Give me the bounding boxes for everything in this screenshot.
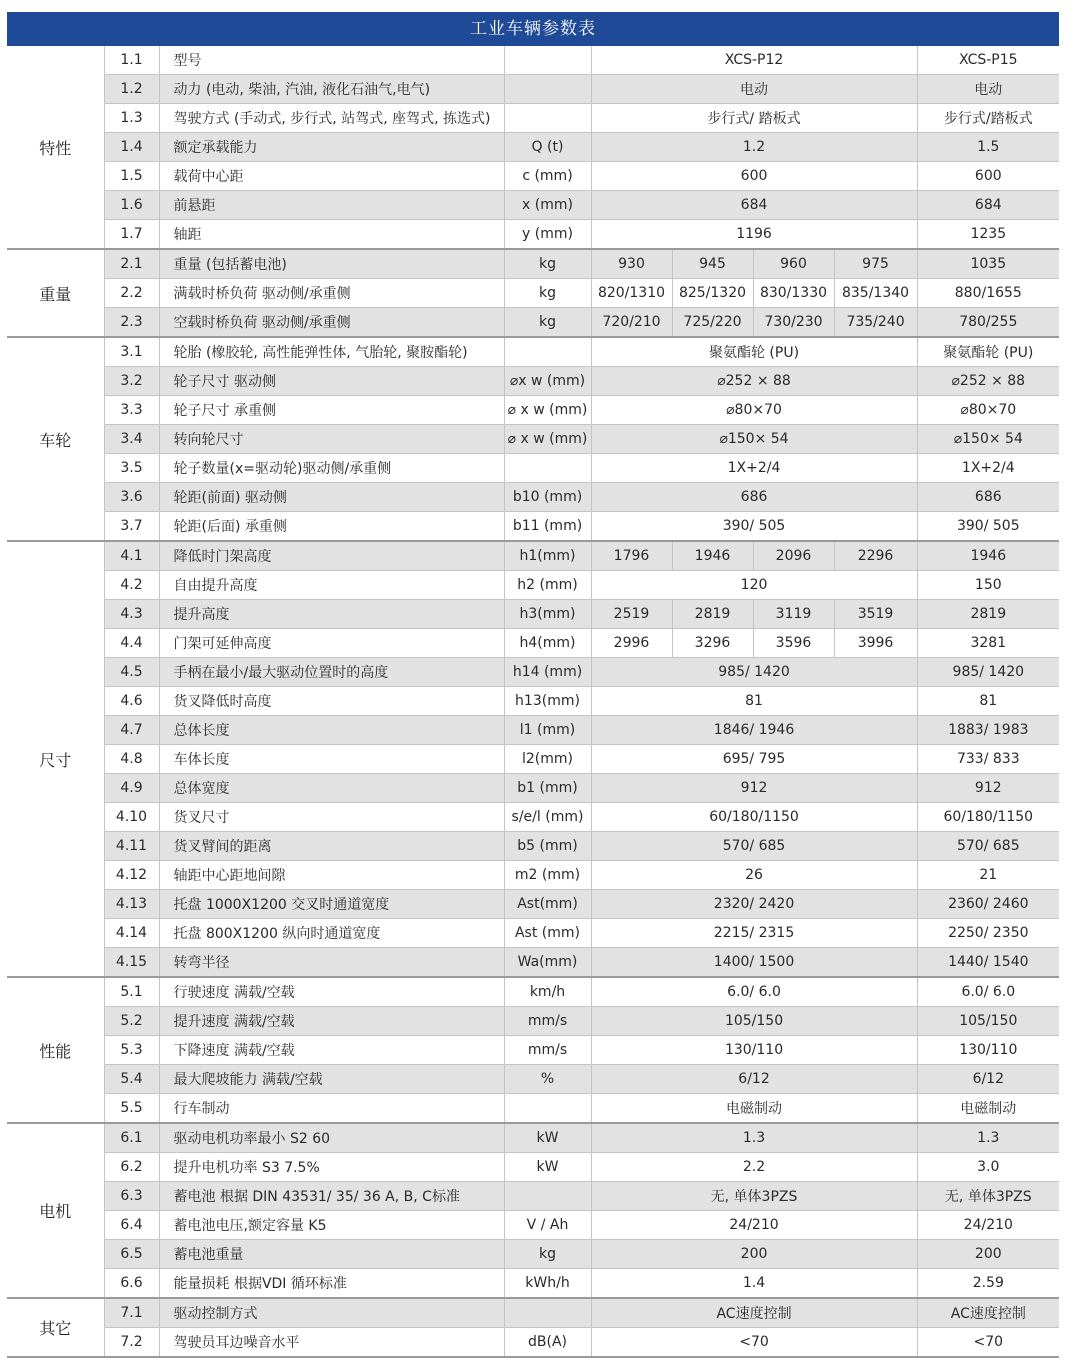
table-row xyxy=(7,133,1059,162)
item-name: 手柄在最小/最大驱动位置时的高度 xyxy=(159,658,504,687)
table-row xyxy=(7,948,1059,978)
item-number: 4.12 xyxy=(104,861,159,890)
p15-value: ⌀252 × 88 xyxy=(917,367,1059,396)
item-unit: kW xyxy=(504,1153,591,1182)
table-row xyxy=(7,1065,1059,1094)
p15-value: 985/ 1420 xyxy=(917,658,1059,687)
p12-value: 3119 xyxy=(753,600,834,629)
p12-value: 2996 xyxy=(591,629,672,658)
item-number: 4.10 xyxy=(104,803,159,832)
item-unit: kg xyxy=(504,249,591,279)
item-name: 驱动电机功率最小 S2 60 xyxy=(159,1123,504,1153)
p12-value: 985/ 1420 xyxy=(591,658,917,687)
table-row xyxy=(7,75,1059,104)
item-unit xyxy=(504,1094,591,1124)
p12-value: 960 xyxy=(753,249,834,279)
p15-value: 1440/ 1540 xyxy=(917,948,1059,978)
p12-value: ⌀150× 54 xyxy=(591,425,917,454)
item-name: 前悬距 xyxy=(159,191,504,220)
item-name: 降低时门架高度 xyxy=(159,541,504,571)
item-name: 最大爬坡能力 满载/空载 xyxy=(159,1065,504,1094)
item-unit: Q (t) xyxy=(504,133,591,162)
p15-value: 81 xyxy=(917,687,1059,716)
item-name: 转弯半径 xyxy=(159,948,504,978)
item-unit: kg xyxy=(504,279,591,308)
p15-value: 733/ 833 xyxy=(917,745,1059,774)
p12-value: 1796 xyxy=(591,541,672,571)
item-name: 轴距中心距地间隙 xyxy=(159,861,504,890)
p12-value: 2096 xyxy=(753,541,834,571)
table-row xyxy=(7,890,1059,919)
table-row xyxy=(7,454,1059,483)
item-number: 1.6 xyxy=(104,191,159,220)
p15-value: 1883/ 1983 xyxy=(917,716,1059,745)
p15-value: 130/110 xyxy=(917,1036,1059,1065)
table-row xyxy=(7,1007,1059,1036)
table-row xyxy=(7,220,1059,250)
p15-value: 60/180/1150 xyxy=(917,803,1059,832)
p15-value: 600 xyxy=(917,162,1059,191)
p12-value: 1946 xyxy=(672,541,753,571)
p12-value: 1.2 xyxy=(591,133,917,162)
p12-value: 912 xyxy=(591,774,917,803)
item-unit: s/e/l (mm) xyxy=(504,803,591,832)
table-row xyxy=(7,162,1059,191)
item-number: 6.2 xyxy=(104,1153,159,1182)
p15-value: 聚氨酯轮 (PU) xyxy=(917,337,1059,367)
item-name: 蓄电池 根据 DIN 43531/ 35/ 36 A, B, C标准 xyxy=(159,1182,504,1211)
p15-value: 1946 xyxy=(917,541,1059,571)
p12-value: 570/ 685 xyxy=(591,832,917,861)
p15-value: 390/ 505 xyxy=(917,512,1059,542)
item-unit: h1(mm) xyxy=(504,541,591,571)
item-name: 货叉降低时高度 xyxy=(159,687,504,716)
p15-value: <70 xyxy=(917,1328,1059,1358)
item-number: 4.8 xyxy=(104,745,159,774)
item-unit: l1 (mm) xyxy=(504,716,591,745)
p15-value: 3.0 xyxy=(917,1153,1059,1182)
p12-value: 2519 xyxy=(591,600,672,629)
table-row xyxy=(7,279,1059,308)
item-unit xyxy=(504,454,591,483)
spec-sheet xyxy=(7,12,1059,1358)
item-unit: h13(mm) xyxy=(504,687,591,716)
p12-value: 2.2 xyxy=(591,1153,917,1182)
p12-value: 1.3 xyxy=(591,1123,917,1153)
table-row xyxy=(7,745,1059,774)
p15-value: 105/150 xyxy=(917,1007,1059,1036)
p12-value: 730/230 xyxy=(753,308,834,338)
p12-value: 24/210 xyxy=(591,1211,917,1240)
item-unit: x (mm) xyxy=(504,191,591,220)
p15-value: 电磁制动 xyxy=(917,1094,1059,1124)
p12-value: 725/220 xyxy=(672,308,753,338)
category-cell: 电机 xyxy=(7,1123,104,1298)
item-name: 货叉尺寸 xyxy=(159,803,504,832)
p12-value: 945 xyxy=(672,249,753,279)
p12-value: 步行式/ 踏板式 xyxy=(591,104,917,133)
item-unit: h4(mm) xyxy=(504,629,591,658)
item-name: 轮距(前面) 驱动侧 xyxy=(159,483,504,512)
item-name: 行车制动 xyxy=(159,1094,504,1124)
item-number: 4.14 xyxy=(104,919,159,948)
item-unit: b10 (mm) xyxy=(504,483,591,512)
item-number: 6.4 xyxy=(104,1211,159,1240)
item-name: 驾驶方式 (手动式, 步行式, 站驾式, 座驾式, 拣选式) xyxy=(159,104,504,133)
p15-value: AC速度控制 xyxy=(917,1298,1059,1328)
p12-value: XCS-P12 xyxy=(591,46,917,75)
item-number: 1.2 xyxy=(104,75,159,104)
p12-value: 735/240 xyxy=(834,308,917,338)
table-row xyxy=(7,803,1059,832)
item-number: 6.1 xyxy=(104,1123,159,1153)
p12-value: 600 xyxy=(591,162,917,191)
p15-value: 1235 xyxy=(917,220,1059,250)
p12-value: 695/ 795 xyxy=(591,745,917,774)
item-unit: ⌀ x w (mm) xyxy=(504,425,591,454)
table-row xyxy=(7,1123,1059,1153)
item-name: 能量损耗 根据VDI 循环标准 xyxy=(159,1269,504,1299)
table-row xyxy=(7,919,1059,948)
p12-value: 686 xyxy=(591,483,917,512)
item-name: 转向轮尺寸 xyxy=(159,425,504,454)
table-row xyxy=(7,716,1059,745)
item-unit: h14 (mm) xyxy=(504,658,591,687)
item-number: 5.3 xyxy=(104,1036,159,1065)
item-number: 3.6 xyxy=(104,483,159,512)
item-unit: h3(mm) xyxy=(504,600,591,629)
p12-value: 26 xyxy=(591,861,917,890)
item-number: 4.1 xyxy=(104,541,159,571)
item-name: 额定承载能力 xyxy=(159,133,504,162)
item-unit: mm/s xyxy=(504,1036,591,1065)
item-name: 重量 (包括蓄电池) xyxy=(159,249,504,279)
item-number: 6.3 xyxy=(104,1182,159,1211)
table-row xyxy=(7,483,1059,512)
item-name: 驾驶员耳边噪音水平 xyxy=(159,1328,504,1358)
p12-value: <70 xyxy=(591,1328,917,1358)
p12-value: 930 xyxy=(591,249,672,279)
item-name: 轮胎 (橡胶轮, 高性能弹性体, 气胎轮, 聚胺酯轮) xyxy=(159,337,504,367)
item-unit: Wa(mm) xyxy=(504,948,591,978)
item-unit: Ast (mm) xyxy=(504,919,591,948)
table-row xyxy=(7,1328,1059,1358)
p12-value: 3296 xyxy=(672,629,753,658)
p12-value: 720/210 xyxy=(591,308,672,338)
p12-value: 2215/ 2315 xyxy=(591,919,917,948)
p12-value: 120 xyxy=(591,571,917,600)
item-name: 驱动控制方式 xyxy=(159,1298,504,1328)
item-number: 4.11 xyxy=(104,832,159,861)
table-row xyxy=(7,600,1059,629)
p12-value: 975 xyxy=(834,249,917,279)
item-name: 空载时桥负荷 驱动侧/承重侧 xyxy=(159,308,504,338)
p12-value: 2819 xyxy=(672,600,753,629)
p12-value: 电磁制动 xyxy=(591,1094,917,1124)
item-name: 轮子尺寸 承重侧 xyxy=(159,396,504,425)
p15-value: 2.59 xyxy=(917,1269,1059,1299)
item-unit: kW xyxy=(504,1123,591,1153)
p12-value: 830/1330 xyxy=(753,279,834,308)
item-unit xyxy=(504,337,591,367)
item-name: 型号 xyxy=(159,46,504,75)
item-name: 总体长度 xyxy=(159,716,504,745)
item-name: 提升速度 满载/空载 xyxy=(159,1007,504,1036)
item-number: 4.4 xyxy=(104,629,159,658)
p12-value: 2320/ 2420 xyxy=(591,890,917,919)
p12-value: ⌀80×70 xyxy=(591,396,917,425)
item-number: 4.13 xyxy=(104,890,159,919)
p12-value: 聚氨酯轮 (PU) xyxy=(591,337,917,367)
item-unit xyxy=(504,46,591,75)
table-row xyxy=(7,337,1059,367)
item-name: 轮子数量(x=驱动轮)驱动侧/承重侧 xyxy=(159,454,504,483)
item-number: 1.7 xyxy=(104,220,159,250)
item-name: 自由提升高度 xyxy=(159,571,504,600)
p15-value: ⌀80×70 xyxy=(917,396,1059,425)
item-unit xyxy=(504,1298,591,1328)
item-number: 5.5 xyxy=(104,1094,159,1124)
table-row xyxy=(7,367,1059,396)
item-unit: % xyxy=(504,1065,591,1094)
item-unit xyxy=(504,75,591,104)
item-name: 车体长度 xyxy=(159,745,504,774)
p12-value: 390/ 505 xyxy=(591,512,917,542)
p15-value: 24/210 xyxy=(917,1211,1059,1240)
category-cell: 性能 xyxy=(7,977,104,1123)
item-name: 总体宽度 xyxy=(159,774,504,803)
p12-value: 81 xyxy=(591,687,917,716)
item-number: 3.1 xyxy=(104,337,159,367)
item-number: 1.5 xyxy=(104,162,159,191)
p12-value: 2296 xyxy=(834,541,917,571)
p12-value: 无, 单体3PZS xyxy=(591,1182,917,1211)
item-unit: km/h xyxy=(504,977,591,1007)
item-number: 4.7 xyxy=(104,716,159,745)
item-unit: dB(A) xyxy=(504,1328,591,1358)
p12-value: 电动 xyxy=(591,75,917,104)
item-unit: c (mm) xyxy=(504,162,591,191)
item-unit: kWh/h xyxy=(504,1269,591,1299)
item-unit: ⌀x w (mm) xyxy=(504,367,591,396)
table-row xyxy=(7,104,1059,133)
p12-value: 684 xyxy=(591,191,917,220)
item-unit: kg xyxy=(504,308,591,338)
p15-value: 686 xyxy=(917,483,1059,512)
category-cell: 车轮 xyxy=(7,337,104,541)
table-row xyxy=(7,658,1059,687)
item-number: 2.3 xyxy=(104,308,159,338)
item-number: 3.2 xyxy=(104,367,159,396)
p12-value: 3519 xyxy=(834,600,917,629)
item-name: 轮距(后面) 承重侧 xyxy=(159,512,504,542)
item-name: 蓄电池电压,额定容量 K5 xyxy=(159,1211,504,1240)
table-row xyxy=(7,1211,1059,1240)
item-name: 提升电机功率 S3 7.5% xyxy=(159,1153,504,1182)
item-number: 6.6 xyxy=(104,1269,159,1299)
item-number: 4.3 xyxy=(104,600,159,629)
p12-value: 3996 xyxy=(834,629,917,658)
p15-value: 684 xyxy=(917,191,1059,220)
p12-value: AC速度控制 xyxy=(591,1298,917,1328)
category-cell: 重量 xyxy=(7,249,104,337)
item-number: 2.2 xyxy=(104,279,159,308)
item-unit: l2(mm) xyxy=(504,745,591,774)
item-number: 1.4 xyxy=(104,133,159,162)
p15-value: 780/255 xyxy=(917,308,1059,338)
item-number: 1.3 xyxy=(104,104,159,133)
item-unit: Ast(mm) xyxy=(504,890,591,919)
p15-value: 200 xyxy=(917,1240,1059,1269)
p15-value: ⌀150× 54 xyxy=(917,425,1059,454)
p15-value: 步行式/踏板式 xyxy=(917,104,1059,133)
p15-value: 570/ 685 xyxy=(917,832,1059,861)
p12-value: 1400/ 1500 xyxy=(591,948,917,978)
item-number: 4.15 xyxy=(104,948,159,978)
table-row xyxy=(7,308,1059,338)
table-row xyxy=(7,861,1059,890)
item-number: 3.7 xyxy=(104,512,159,542)
item-name: 满载时桥负荷 驱动侧/承重侧 xyxy=(159,279,504,308)
p12-value: 825/1320 xyxy=(672,279,753,308)
p15-value: 1.3 xyxy=(917,1123,1059,1153)
item-name: 载荷中心距 xyxy=(159,162,504,191)
table-row xyxy=(7,571,1059,600)
table-row xyxy=(7,774,1059,803)
p15-value: 150 xyxy=(917,571,1059,600)
item-number: 5.4 xyxy=(104,1065,159,1094)
item-unit: y (mm) xyxy=(504,220,591,250)
item-name: 门架可延伸高度 xyxy=(159,629,504,658)
item-number: 3.3 xyxy=(104,396,159,425)
item-unit: V / Ah xyxy=(504,1211,591,1240)
item-number: 5.2 xyxy=(104,1007,159,1036)
item-unit: b5 (mm) xyxy=(504,832,591,861)
item-number: 7.2 xyxy=(104,1328,159,1358)
item-unit: mm/s xyxy=(504,1007,591,1036)
table-row xyxy=(7,1240,1059,1269)
item-number: 7.1 xyxy=(104,1298,159,1328)
table-row xyxy=(7,396,1059,425)
item-name: 轴距 xyxy=(159,220,504,250)
p12-value: 3596 xyxy=(753,629,834,658)
p15-value: 880/1655 xyxy=(917,279,1059,308)
spec-table xyxy=(7,46,1059,1358)
p12-value: 130/110 xyxy=(591,1036,917,1065)
item-number: 4.2 xyxy=(104,571,159,600)
table-row xyxy=(7,1153,1059,1182)
p12-value: 1196 xyxy=(591,220,917,250)
p15-value: XCS-P15 xyxy=(917,46,1059,75)
table-row xyxy=(7,191,1059,220)
item-name: 托盘 1000X1200 交叉时通道宽度 xyxy=(159,890,504,919)
table-row xyxy=(7,832,1059,861)
item-name: 货叉臂间的距离 xyxy=(159,832,504,861)
p15-value: 912 xyxy=(917,774,1059,803)
item-name: 提升高度 xyxy=(159,600,504,629)
table-row xyxy=(7,1036,1059,1065)
table-row xyxy=(7,687,1059,716)
p12-value: 820/1310 xyxy=(591,279,672,308)
p15-value: 1.5 xyxy=(917,133,1059,162)
p12-value: 200 xyxy=(591,1240,917,1269)
table-row xyxy=(7,1182,1059,1211)
item-name: 蓄电池重量 xyxy=(159,1240,504,1269)
table-row xyxy=(7,1298,1059,1328)
p15-value: 6/12 xyxy=(917,1065,1059,1094)
table-row xyxy=(7,425,1059,454)
item-number: 4.5 xyxy=(104,658,159,687)
item-unit: b1 (mm) xyxy=(504,774,591,803)
p15-value: 21 xyxy=(917,861,1059,890)
item-name: 动力 (电动, 柴油, 汽油, 液化石油气,电气) xyxy=(159,75,504,104)
p12-value: 1X+2/4 xyxy=(591,454,917,483)
p12-value: 1.4 xyxy=(591,1269,917,1299)
item-number: 5.1 xyxy=(104,977,159,1007)
table-row xyxy=(7,249,1059,279)
item-number: 1.1 xyxy=(104,46,159,75)
p12-value: 1846/ 1946 xyxy=(591,716,917,745)
p12-value: 835/1340 xyxy=(834,279,917,308)
p15-value: 2250/ 2350 xyxy=(917,919,1059,948)
p15-value: 2360/ 2460 xyxy=(917,890,1059,919)
item-unit xyxy=(504,1182,591,1211)
p15-value: 2819 xyxy=(917,600,1059,629)
p15-value: 1X+2/4 xyxy=(917,454,1059,483)
item-name: 下降速度 满载/空载 xyxy=(159,1036,504,1065)
p15-value: 3281 xyxy=(917,629,1059,658)
p12-value: 6/12 xyxy=(591,1065,917,1094)
item-number: 3.4 xyxy=(104,425,159,454)
item-unit: m2 (mm) xyxy=(504,861,591,890)
p12-value: 105/150 xyxy=(591,1007,917,1036)
category-cell: 尺寸 xyxy=(7,541,104,977)
item-unit xyxy=(504,104,591,133)
table-row xyxy=(7,46,1059,75)
item-unit: ⌀ x w (mm) xyxy=(504,396,591,425)
table-row xyxy=(7,629,1059,658)
p15-value: 1035 xyxy=(917,249,1059,279)
p15-value: 6.0/ 6.0 xyxy=(917,977,1059,1007)
table-title: 工业车辆参数表 xyxy=(7,12,1059,46)
item-number: 2.1 xyxy=(104,249,159,279)
p12-value: 60/180/1150 xyxy=(591,803,917,832)
p15-value: 无, 单体3PZS xyxy=(917,1182,1059,1211)
p12-value: ⌀252 × 88 xyxy=(591,367,917,396)
category-cell: 特性 xyxy=(7,46,104,249)
item-name: 轮子尺寸 驱动侧 xyxy=(159,367,504,396)
item-unit: h2 (mm) xyxy=(504,571,591,600)
item-name: 托盘 800X1200 纵向时通道宽度 xyxy=(159,919,504,948)
item-number: 6.5 xyxy=(104,1240,159,1269)
p15-value: 电动 xyxy=(917,75,1059,104)
table-row xyxy=(7,1269,1059,1299)
table-row xyxy=(7,1094,1059,1124)
item-number: 4.6 xyxy=(104,687,159,716)
item-number: 3.5 xyxy=(104,454,159,483)
item-name: 行驶速度 满载/空载 xyxy=(159,977,504,1007)
p12-value: 6.0/ 6.0 xyxy=(591,977,917,1007)
table-row xyxy=(7,512,1059,542)
category-cell: 其它 xyxy=(7,1298,104,1357)
item-number: 4.9 xyxy=(104,774,159,803)
table-row xyxy=(7,977,1059,1007)
item-unit: kg xyxy=(504,1240,591,1269)
table-row xyxy=(7,541,1059,571)
item-unit: b11 (mm) xyxy=(504,512,591,542)
